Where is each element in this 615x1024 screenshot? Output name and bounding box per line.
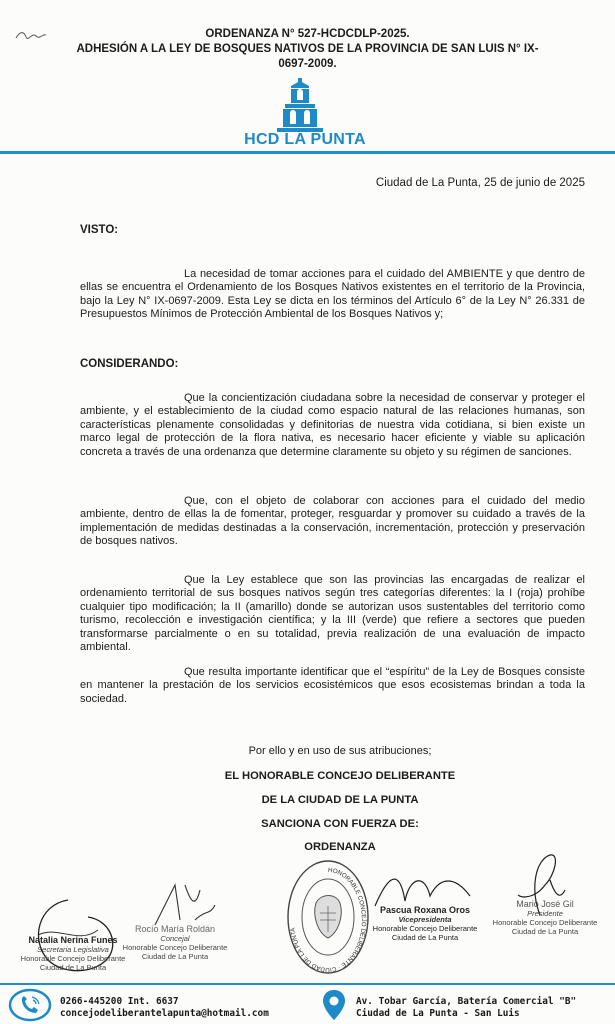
considerando-paragraph-4: Que resulta importante identificar que el “espíritu” de la Ley de Bosques consiste en mantener la prestación de los servicios ecosistémicos que esos ecosistemas brindan a toda la sociedad.: [80, 666, 585, 705]
signer-name: Natalia Nerina Funes: [28, 935, 118, 945]
header-divider: [0, 151, 615, 154]
footer-address-line-2: Ciudad de La Punta - San Luis: [356, 1008, 520, 1019]
title-line-3: 0697-2009.: [278, 58, 337, 70]
phone-icon: [8, 988, 52, 1022]
signature-block-1: [18, 936, 128, 972]
signer-role: Presidente: [527, 909, 563, 918]
footer-email: concejodeliberantelapunta@hotmail.com: [60, 1008, 269, 1019]
closing-line-2: EL HONORABLE CONCEJO DELIBERANTE: [224, 770, 456, 782]
considerando-heading: CONSIDERANDO:: [80, 358, 179, 370]
signer-city: Ciudad de La Punta: [39, 963, 107, 972]
considerando-paragraph-1: Que la concientización ciudadana sobre la necesidad de conservar y proteger el ambiente, y el establecimiento de la ciudad como espacio natural de las relaciones humanas, son características plenamente consolidadas y definitorias de nuestra vida cotidiana, si bien existe un marco legal de protección de la flora nativa, es necesario hacer eficiente y viable su aplicación concreta a través de una ordenanza que determine claramente su objeto y su régimen de sanciones.: [80, 392, 585, 458]
visto-paragraph: La necesidad de tomar acciones para el cuidado del AMBIENTE y que dentro de ellas se encuentra el Ordenamiento de los Bosques Nativos existentes en el territorio de la Provincia, bajo la Ley N° IX-0697-2009. Esta Ley se dicta en los términos del Artículo 6° de la Ley N° 26.331 de Presupuestos Mínimos de Protección Ambiental de los Bosques Nativos y;: [80, 268, 585, 321]
signer-city: Ciudad de La Punta: [141, 952, 209, 961]
footer-phone: 0266-445200 Int. 6637: [60, 996, 179, 1007]
signer-role: Secretaria Legislativa: [37, 945, 109, 954]
signer-city: Ciudad de La Punta: [391, 933, 459, 942]
document-date: Ciudad de La Punta, 25 de junio de 2025: [375, 177, 585, 189]
signer-org: Honorable Concejo Deliberante: [122, 943, 228, 952]
signer-name: Mario José Gil: [516, 899, 574, 909]
considerando-paragraph-2: Que, con el objeto de colaborar con acciones para el cuidado del medio ambiente, dentro de ellas la de fomentar, proteger, resguardar y promover su cuidado a través de la implementación de medidas destinadas a la conservación, incrementación, protección y preservación de bosques nativos.: [80, 495, 585, 548]
footer-divider: [0, 983, 615, 985]
signer-org: Honorable Concejo Deliberante: [20, 954, 126, 963]
hcd-logo-icon: [271, 78, 329, 132]
closing-line-1: Por ello y en uso de sus atribuciones;: [248, 745, 432, 757]
document-title: [30, 27, 585, 72]
official-seal-icon: [286, 858, 370, 976]
closing-line-5: ORDENANZA: [304, 841, 376, 853]
seal-text: HONORABLE CONCEJO DELIBERANTE · CIUDAD DE LA PUNTA: [289, 866, 367, 974]
signature-scribble-2: [150, 880, 220, 930]
signer-org: Honorable Concejo Deliberante: [492, 918, 598, 927]
signature-block-4: [490, 900, 600, 936]
closing-line-3: DE LA CIUDAD DE LA PUNTA: [261, 794, 419, 806]
footer-address: [356, 996, 576, 1020]
title-line-1: ORDENANZA N° 527-HCDCDLP-2025.: [205, 28, 410, 40]
signer-name: Pascua Roxana Oros: [379, 905, 471, 915]
signer-role: Vicepresidenta: [398, 915, 452, 924]
signature-block-3: [360, 906, 490, 942]
signer-role: Concejal: [160, 934, 190, 943]
logo-text: HCD LA PUNTA: [244, 131, 366, 148]
considerando-paragraph-3: Que la Ley establece que son las provincias las encargadas de realizar el ordenamiento territorial de sus bosques nativos según tres categorías diferentes: la I (roja) prohíbe cualquier tipo modificación; la II (amarillo) donde se autorizan usos sustentables del territorio como turismo, recolección e investigación científica; y la III (verde) que refiere a sectores que pueden transformarse parcialmente o en su totalidad, previa realización de una evaluación de impacto ambiental.: [80, 574, 585, 654]
visto-heading: VISTO:: [80, 224, 119, 236]
footer-address-line-1: Av. Tobar García, Batería Comercial "B": [356, 996, 577, 1007]
location-pin-icon: [321, 988, 347, 1022]
signature-block-2: [120, 925, 230, 961]
signer-org: Honorable Concejo Deliberante: [372, 924, 478, 933]
footer-contact: [60, 996, 269, 1020]
signer-name: Rocío María Roldán: [134, 924, 216, 934]
signer-city: Ciudad de La Punta: [511, 927, 579, 936]
closing-line-4: SANCIONA CON FUERZA DE:: [261, 818, 419, 830]
title-line-2: ADHESIÓN A LA LEY DE BOSQUES NATIVOS DE LA PROVINCIA DE SAN LUIS N° IX-: [76, 43, 539, 55]
